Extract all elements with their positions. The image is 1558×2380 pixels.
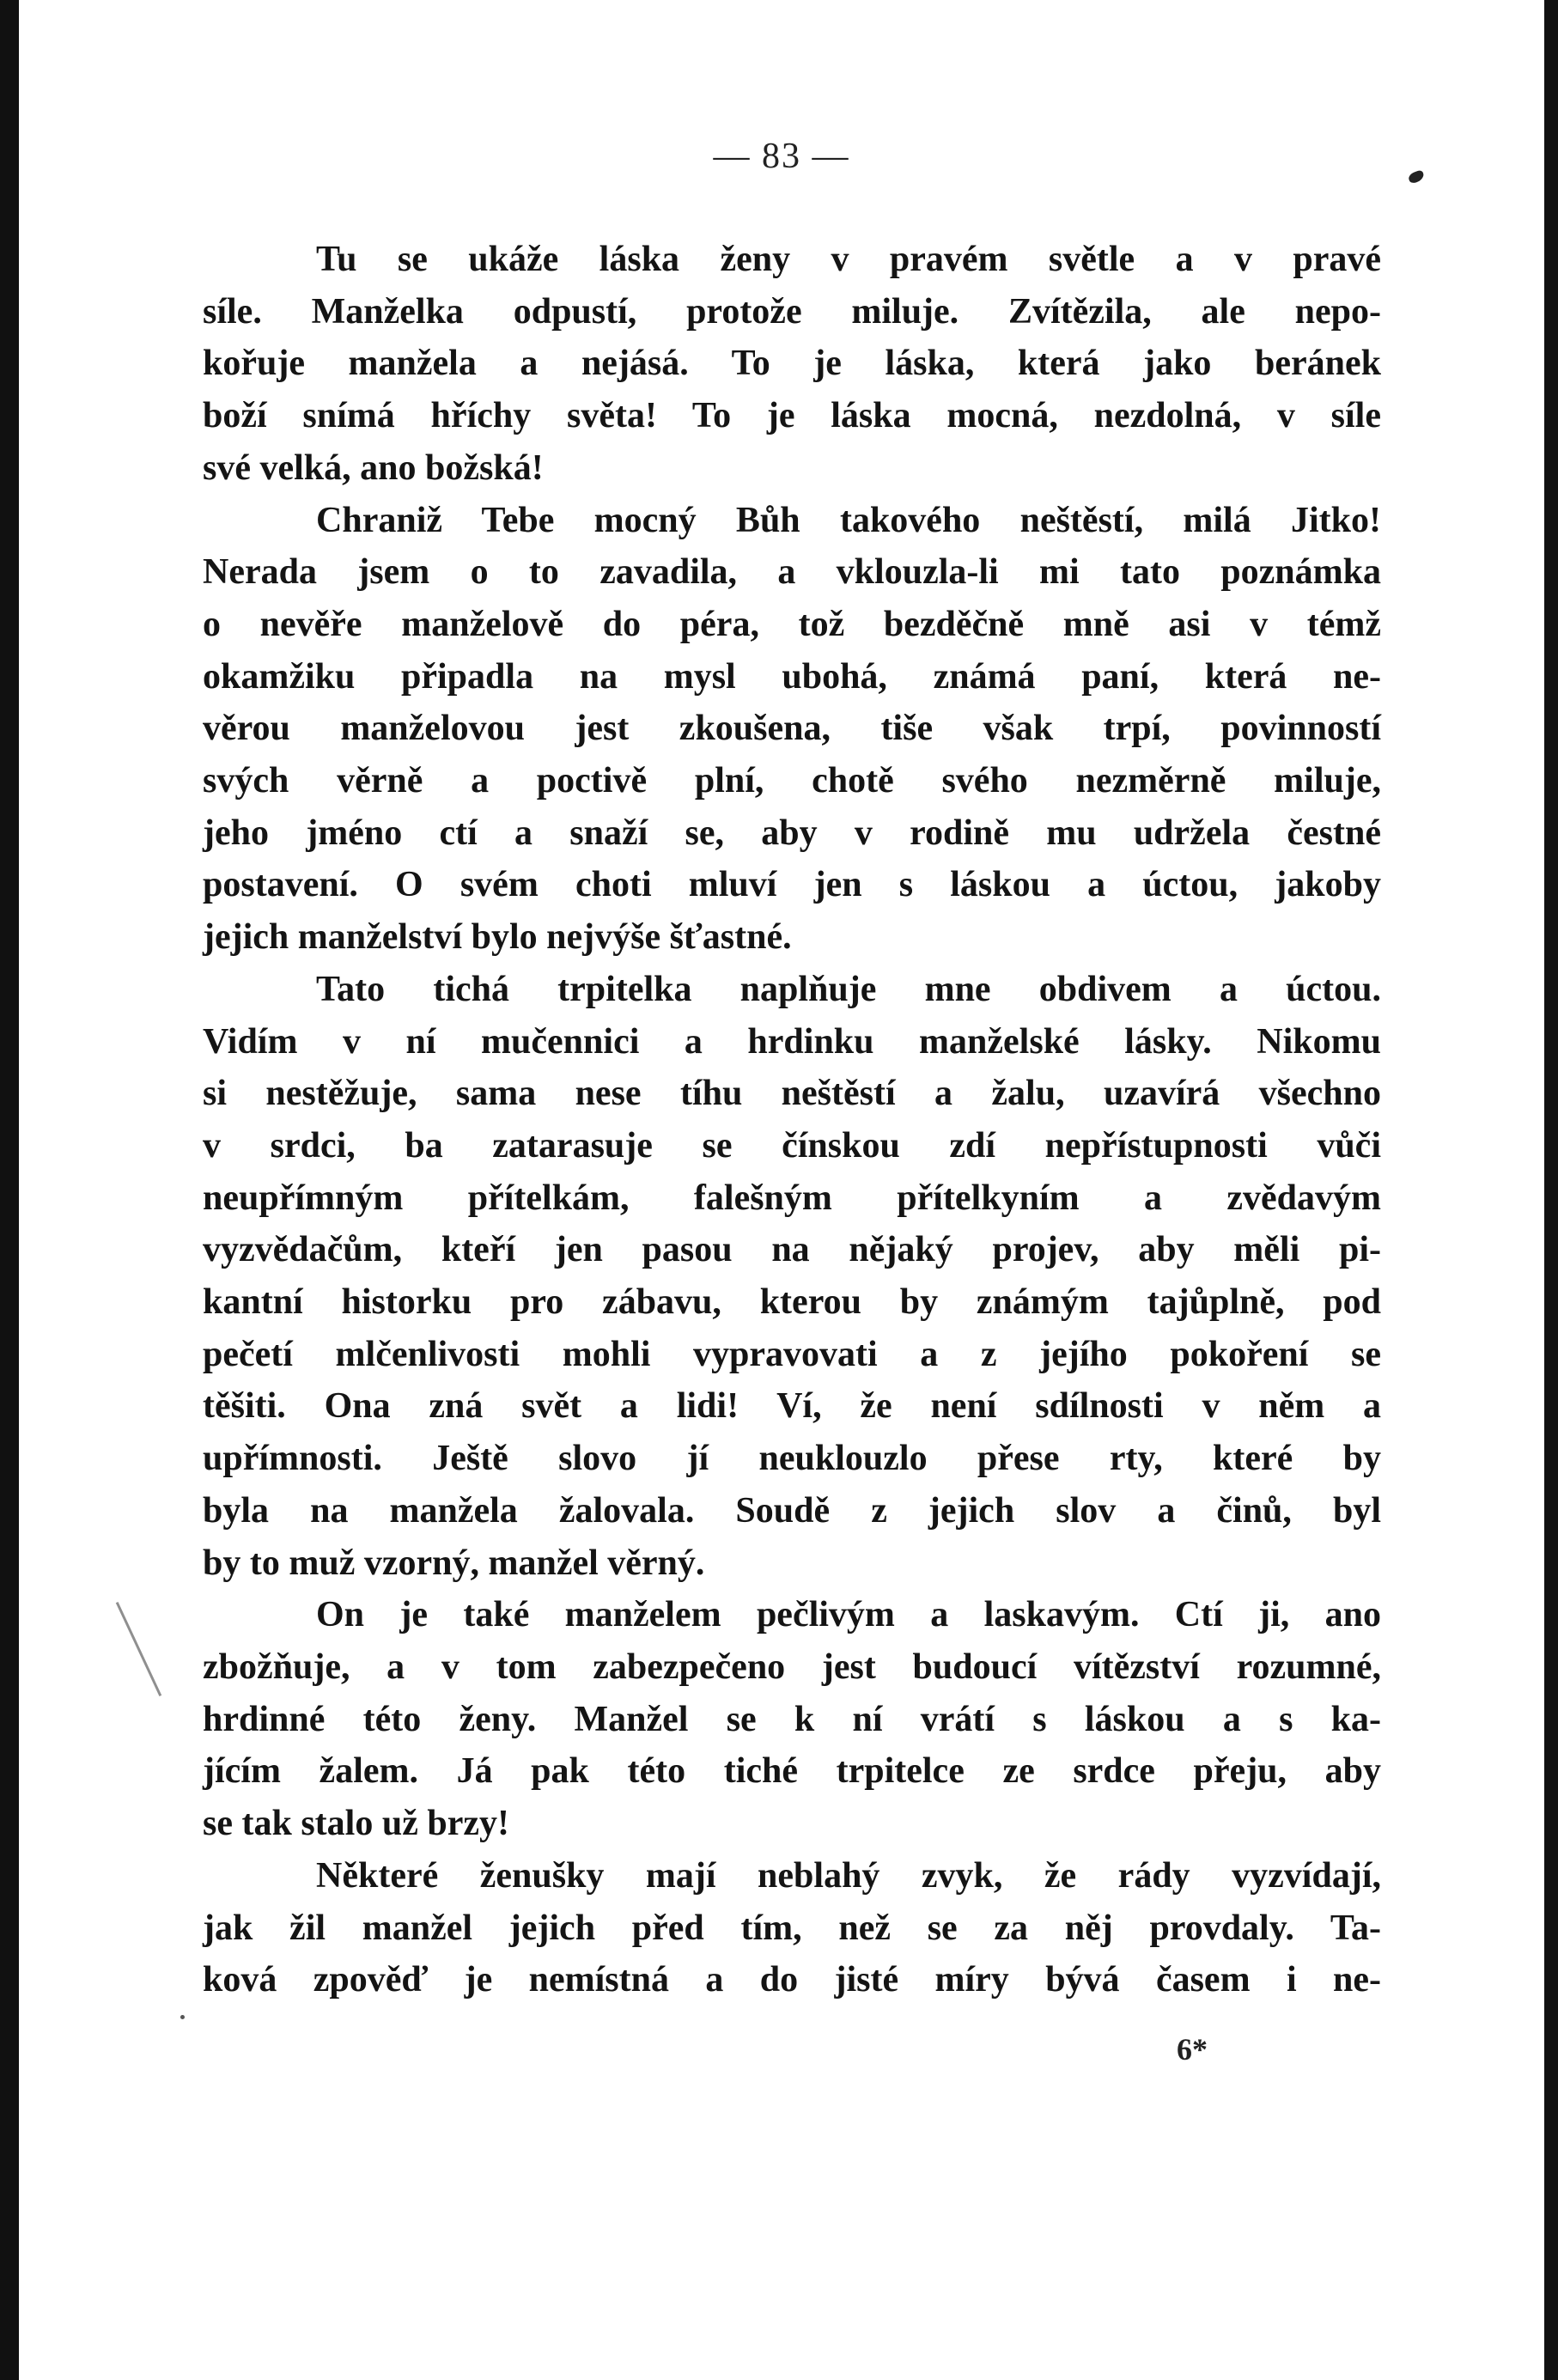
text-line: Tato tichá trpitelka naplňuje mne obdivem a úctou.	[316, 969, 1381, 1009]
scan-edge-right	[1544, 0, 1558, 2380]
text-line: hrdinné této ženy. Manžel se k ní vrátí s láskou a s ka-	[203, 1699, 1381, 1739]
text-line: by to muž vzorný, manžel věrný.	[203, 1543, 705, 1583]
text-line: těšiti. Ona zná svět a lidi! Ví, že není sdílnosti v něm a	[203, 1386, 1381, 1427]
text-line: kantní historku pro zábavu, kterou by známým tajůplně, pod	[203, 1282, 1381, 1323]
text-line: Vidím v ní mučennici a hrdinku manželské lásky. Nikomu	[203, 1021, 1381, 1062]
text-line: zbožňuje, a v tom zabezpečeno jest budoucí vítězství rozumné,	[203, 1647, 1381, 1687]
body-text	[203, 234, 1381, 2006]
text-line: vyzvědačům, kteří jen pasou na nějaký projev, aby měli pi-	[203, 1230, 1381, 1270]
text-line: jak žil manžel jejich před tím, než se za něj provdaly. Ta-	[203, 1908, 1381, 1948]
text-line: věrou manželovou jest zkoušena, tiše však trpí, povinností	[203, 709, 1381, 749]
text-line: postavení. O svém choti mluví jen s láskou a úctou, jakoby	[203, 865, 1381, 905]
text-line: boží snímá hříchy světa! To je láska mocná, nezdolná, v síle	[203, 396, 1381, 436]
text-line: síle. Manželka odpustí, protože miluje. Zvítězila, ale nepo-	[203, 291, 1381, 332]
text-line: okamžiku připadla na mysl ubohá, známá paní, která ne-	[203, 656, 1381, 697]
scan-edge-left	[0, 0, 19, 2380]
text-line: svých věrně a poctivě plní, chotě svého nezměrně miluje,	[203, 761, 1381, 801]
text-line: neupřímným přítelkám, falešným přítelkyním a zvědavým	[203, 1178, 1381, 1218]
margin-dot	[180, 2015, 185, 2019]
text-line: pečetí mlčenlivosti mohli vypravovati a z jejího pokoření se	[203, 1334, 1381, 1374]
text-line: v srdci, ba zatarasuje se čínskou zdí nepřístupnosti vůči	[203, 1125, 1381, 1166]
page-number: — 83 —	[713, 137, 850, 176]
text-line: si nestěžuje, sama nese tíhu neštěstí a žalu, uzavírá všechno	[203, 1074, 1381, 1114]
text-line: jícím žalem. Já pak této tiché trpitelce ze srdce přeju, aby	[203, 1751, 1381, 1792]
text-line: Tu se ukáže láska ženy v pravém světle a v pravé	[316, 240, 1381, 279]
text-line: upřímnosti. Ještě slovo jí neuklouzlo přese rty, které by	[203, 1439, 1381, 1479]
text-line: jejich manželství bylo nejvýše šťastné.	[203, 917, 792, 958]
book-page	[19, 0, 1544, 2380]
text-line: ková zpověď je nemístná a do jisté míry bývá časem i ne-	[203, 1960, 1381, 2000]
sheet-signature: 6*	[1177, 2032, 1208, 2067]
text-line: byla na manžela žalovala. Soudě z jejich slov a činů, byl	[203, 1490, 1381, 1531]
text-line: Chraniž Tebe mocný Bůh takového neštěstí, milá Jitko!	[316, 500, 1381, 540]
text-line: své velká, ano božská!	[203, 447, 544, 488]
text-line: o nevěře manželově do péra, tož bezděčně mně asi v témž	[203, 604, 1381, 644]
text-line: kořuje manžela a nejásá. To je láska, která jako beránek	[203, 344, 1381, 384]
text-line: On je také manželem pečlivým a laskavým. Ctí ji, ano	[316, 1595, 1381, 1635]
text-line: Některé ženušky mají neblahý zvyk, že rády vyzvídají,	[316, 1855, 1381, 1896]
text-line: se tak stalo už brzy!	[203, 1804, 509, 1844]
margin-pencil-mark	[116, 1602, 161, 1696]
text-line: Nerada jsem o to zavadila, a vklouzla-li mi tato poznámka	[203, 552, 1381, 593]
text-line: jeho jméno ctí a snaží se, aby v rodině mu udržela čestné	[203, 813, 1381, 853]
